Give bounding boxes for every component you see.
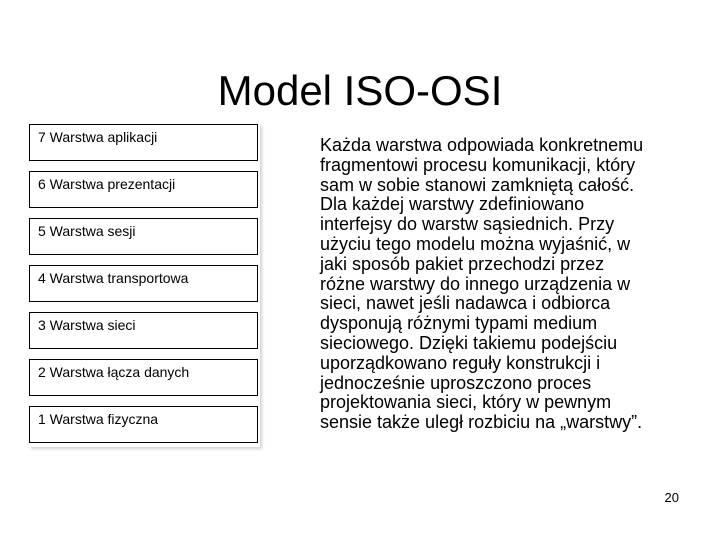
- page-number: 20: [664, 490, 679, 505]
- slide-title: Model ISO-OSI: [217, 67, 503, 115]
- layer-6-presentation: [29, 171, 258, 208]
- layer-7-application: [29, 124, 258, 161]
- layer-label: 5 Warstwa sesji: [38, 223, 136, 239]
- osi-layer-stack: [29, 124, 260, 447]
- layer-3-network: [29, 312, 258, 349]
- layer-label: 1 Warstwa fizyczna: [38, 411, 159, 427]
- layer-label: 4 Warstwa transportowa: [38, 270, 189, 286]
- layer-5-session: [29, 218, 258, 255]
- layer-label: 7 Warstwa aplikacji: [38, 129, 158, 145]
- layer-4-transport: [29, 265, 258, 302]
- description-text: Każda warstwa odpowiada konkretnemu fragmentowi procesu komunikacji, który sam w sobie stanowi zamkniętą całość. Dla każdej warstwy zdefiniowano interfejsy do warstw sąsiednich. Przy użyciu tego modelu można wyjaśnić, w jaki sposób pakiet przechodzi przez różne warstwy do innego urządzenia w sieci, nawet jeśli nadawca i odbiorca dysponują różnymi typami medium sieciowego. Dzięki takiemu podejściu uporządkowano reguły konstrukcji i jednocześnie uproszczono proces projektowania sieci, który w pewnym sensie także uległ rozbiciu na „warstwy”.: [320, 135, 644, 433]
- layer-1-physical: [29, 406, 258, 443]
- layer-label: 3 Warstwa sieci: [38, 317, 136, 333]
- layer-label: 6 Warstwa prezentacji: [38, 176, 176, 192]
- layer-2-data-link: [29, 359, 258, 396]
- layer-label: 2 Warstwa łącza danych: [38, 364, 190, 380]
